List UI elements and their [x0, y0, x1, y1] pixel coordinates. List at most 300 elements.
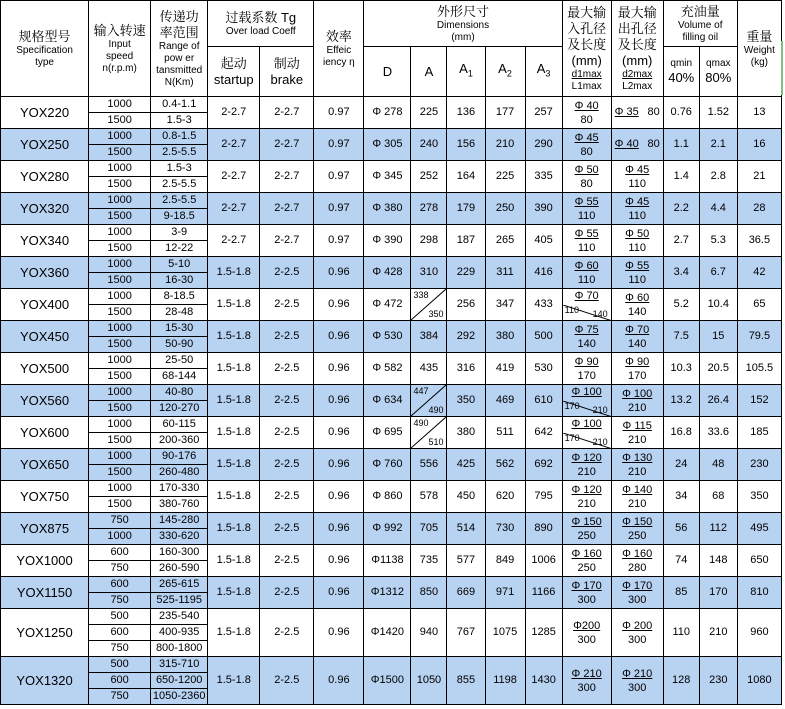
efficiency-cell: 0.96 [314, 449, 364, 481]
dim-A3-cell: 433 [525, 289, 562, 321]
qmin-cell: 1.1 [663, 129, 699, 161]
dim-A3-cell: 1285 [525, 609, 562, 657]
speed-cell: 1500 [89, 177, 151, 193]
power-cell: 800-1800 [151, 641, 208, 657]
speed-cell: 600 [89, 625, 151, 641]
dim-A-cell: 310 [411, 257, 447, 289]
header-qmax: qmax 80% [699, 47, 737, 97]
startup-cell: 1.5-1.8 [208, 289, 260, 321]
dim-A3-cell: 290 [525, 129, 562, 161]
input-bore-cell [562, 97, 611, 129]
dim-A3-cell: 1430 [525, 657, 562, 705]
power-cell: 400-935 [151, 625, 208, 641]
input-bore-diameter: Φ 45 [574, 131, 599, 144]
weight-cell: 28 [737, 193, 781, 225]
qmax-cell: 170 [699, 577, 737, 609]
output-bore-diameter: Φ 40 [614, 138, 639, 150]
dim-D-cell: Φ 428 [364, 257, 411, 289]
output-bore-cell [611, 609, 663, 657]
qmin-cell: 85 [663, 577, 699, 609]
brake-cell: 2-2.7 [260, 97, 314, 129]
model-cell: YOX280 [1, 161, 89, 193]
dim-D-cell: Φ 530 [364, 321, 411, 353]
model-cell: YOX560 [1, 385, 89, 417]
output-bore-length: 140 [628, 337, 647, 350]
qmax-cell: 20.5 [699, 353, 737, 385]
speed-cell: 1000 [89, 225, 151, 241]
input-bore-length: 80 [580, 145, 593, 158]
power-cell: 0.8-1.5 [151, 129, 208, 145]
speed-cell: 1000 [89, 385, 151, 401]
input-bore-diameter: Φ 70 [574, 290, 599, 302]
dim-A2-cell: 1198 [485, 657, 525, 705]
table-row [1, 417, 782, 433]
speed-cell: 1500 [89, 433, 151, 449]
dim-A2-cell: 210 [485, 129, 525, 161]
output-bore-diameter: Φ 55 [625, 259, 650, 272]
input-bore-cell [562, 193, 611, 225]
dim-A-cell: 225 [411, 97, 447, 129]
efficiency-cell: 0.96 [314, 577, 364, 609]
input-bore-length-a: 110 [564, 305, 579, 315]
dim-A2-cell: 250 [485, 193, 525, 225]
qmin-cell: 74 [663, 545, 699, 577]
header-dim-A3: $A_3$ [525, 47, 562, 97]
dim-A3-cell: 257 [525, 97, 562, 129]
dim-A3-cell: 335 [525, 161, 562, 193]
input-bore-length: 170 [577, 369, 596, 382]
startup-cell: 1.5-1.8 [208, 545, 260, 577]
input-bore-cell [562, 129, 611, 161]
dim-A3-cell: 500 [525, 321, 562, 353]
qmax-cell: 112 [699, 513, 737, 545]
input-bore-length: 80 [580, 113, 593, 126]
dim-A2-cell: 469 [485, 385, 525, 417]
header-dim-D: D [364, 47, 411, 97]
output-bore-cell [611, 513, 663, 545]
dim-A-cell: 850 [411, 577, 447, 609]
power-cell: 2.5-5.5 [151, 145, 208, 161]
dim-A2-cell: 380 [485, 321, 525, 353]
dim-A3-cell: 390 [525, 193, 562, 225]
brake-cell: 2-2.5 [260, 609, 314, 657]
startup-cell: 1.5-1.8 [208, 353, 260, 385]
qmax-cell: 6.7 [699, 257, 737, 289]
speed-cell: 500 [89, 609, 151, 625]
dim-A2-cell: 177 [485, 97, 525, 129]
dim-D-cell: Φ 760 [364, 449, 411, 481]
power-cell: 3-9 [151, 225, 208, 241]
startup-cell: 2-2.7 [208, 193, 260, 225]
model-cell: YOX360 [1, 257, 89, 289]
speed-cell: 1000 [89, 417, 151, 433]
output-bore-length: 110 [628, 177, 646, 190]
output-bore-diameter: Φ 90 [625, 355, 650, 368]
qmin-cell: 128 [663, 657, 699, 705]
efficiency-cell: 0.97 [314, 193, 364, 225]
speed-cell: 1500 [89, 273, 151, 289]
dim-A1-cell: 187 [447, 225, 485, 257]
power-cell: 90-176 [151, 449, 208, 465]
output-bore-cell [611, 449, 663, 481]
power-cell: 68-144 [151, 369, 208, 385]
efficiency-cell: 0.97 [314, 161, 364, 193]
dim-D-cell: Φ1312 [364, 577, 411, 609]
output-bore-length: 210 [628, 401, 647, 414]
startup-cell: 1.5-1.8 [208, 609, 260, 657]
power-cell: 260-480 [151, 465, 208, 481]
output-bore-cell [611, 577, 663, 609]
dim-A1-cell: 292 [447, 321, 485, 353]
dim-D-cell: Φ 992 [364, 513, 411, 545]
startup-cell: 2-2.7 [208, 129, 260, 161]
input-bore-cell [562, 225, 611, 257]
output-bore-cell [611, 385, 663, 417]
dim-A1-cell: 350 [447, 385, 485, 417]
dim-A2-cell: 311 [485, 257, 525, 289]
output-bore-cell [611, 321, 663, 353]
table-row [1, 609, 782, 625]
output-bore-cell [611, 289, 663, 321]
dim-A1-cell: 425 [447, 449, 485, 481]
weight-cell: 1080 [737, 657, 781, 705]
output-bore-cell [611, 193, 663, 225]
dim-D-cell: Φ 695 [364, 417, 411, 449]
qmax-cell: 1.52 [699, 97, 737, 129]
power-cell: 16-30 [151, 273, 208, 289]
input-bore-diameter: Φ 170 [571, 579, 602, 592]
speed-cell: 750 [89, 513, 151, 529]
weight-cell: 350 [737, 481, 781, 513]
dim-A1-cell: 136 [447, 97, 485, 129]
output-bore-length: 80 [647, 138, 660, 150]
output-bore-length: 80 [647, 106, 660, 118]
dim-A3-cell: 890 [525, 513, 562, 545]
speed-cell: 1500 [89, 497, 151, 513]
model-cell: YOX1250 [1, 609, 89, 657]
dim-A3-cell: 530 [525, 353, 562, 385]
table-row [1, 161, 782, 177]
power-cell: 315-710 [151, 657, 208, 673]
power-cell: 5-10 [151, 257, 208, 273]
speed-cell: 1000 [89, 449, 151, 465]
input-bore-cell [562, 161, 611, 193]
speed-cell: 1500 [89, 113, 151, 129]
dim-A2-cell: 511 [485, 417, 525, 449]
power-cell: 650-1200 [151, 673, 208, 689]
input-bore-diameter: Φ 50 [574, 163, 599, 176]
output-bore-diameter: Φ 35 [614, 106, 639, 118]
dim-D-cell: Φ 305 [364, 129, 411, 161]
qmin-cell: 10.3 [663, 353, 699, 385]
weight-cell: 79.5 [737, 321, 781, 353]
output-bore-length: 210 [628, 465, 647, 478]
dim-A-cell: 252 [411, 161, 447, 193]
table-row [1, 657, 782, 673]
dim-A2-cell: 971 [485, 577, 525, 609]
brake-cell: 2-2.7 [260, 193, 314, 225]
brake-cell: 2-2.5 [260, 657, 314, 705]
table-row [1, 353, 782, 369]
qmax-cell: 26.4 [699, 385, 737, 417]
input-bore-length: 250 [577, 529, 596, 542]
input-bore-length: 80 [580, 177, 593, 190]
power-cell: 265-615 [151, 577, 208, 593]
output-bore-length: 210 [628, 497, 647, 510]
speed-cell: 1000 [89, 161, 151, 177]
brake-cell: 2-2.5 [260, 353, 314, 385]
speed-cell: 1500 [89, 337, 151, 353]
brake-cell: 2-2.5 [260, 481, 314, 513]
efficiency-cell: 0.96 [314, 545, 364, 577]
dim-A-cell: 240 [411, 129, 447, 161]
dim-A-cell: 578 [411, 481, 447, 513]
table-row [1, 321, 782, 337]
table-row [1, 193, 782, 209]
power-cell: 1.5-3 [151, 161, 208, 177]
power-cell: 160-300 [151, 545, 208, 561]
qmin-cell: 24 [663, 449, 699, 481]
efficiency-cell: 0.96 [314, 417, 364, 449]
table-row [1, 481, 782, 497]
startup-cell: 1.5-1.8 [208, 385, 260, 417]
brake-cell: 2-2.7 [260, 161, 314, 193]
input-bore-length: 210 [577, 465, 596, 478]
startup-cell: 1.5-1.8 [208, 321, 260, 353]
speed-cell: 1000 [89, 321, 151, 337]
input-bore-diameter: Φ 100 [571, 418, 602, 430]
weight-cell: 230 [737, 449, 781, 481]
brake-cell: 2-2.5 [260, 385, 314, 417]
input-bore-length: 210 [577, 497, 596, 510]
weight-cell: 21 [737, 161, 781, 193]
efficiency-cell: 0.96 [314, 657, 364, 705]
startup-cell: 1.5-1.8 [208, 481, 260, 513]
output-bore-length: 110 [628, 273, 646, 286]
qmax-cell: 33.6 [699, 417, 737, 449]
power-cell: 28-48 [151, 305, 208, 321]
output-bore-length: 280 [628, 561, 647, 574]
output-bore-diameter: Φ 100 [622, 387, 653, 400]
dim-A-cell: 705 [411, 513, 447, 545]
dim-A-cell: 1050 [411, 657, 447, 705]
table-row [1, 385, 782, 401]
output-bore-diameter: Φ 140 [622, 483, 653, 496]
input-bore-cell [562, 513, 611, 545]
output-bore-length: 140 [628, 305, 647, 318]
input-bore-cell [562, 417, 611, 449]
speed-cell: 1500 [89, 305, 151, 321]
dim-A-cell: 435 [411, 353, 447, 385]
power-cell: 60-115 [151, 417, 208, 433]
output-bore-diameter: Φ 160 [622, 547, 653, 560]
header-dim-A2: $A_2$ [485, 47, 525, 97]
header-input-speed: 输入转速 Input speed n(r.p.m) [89, 1, 151, 97]
efficiency-cell: 0.96 [314, 513, 364, 545]
speed-cell: 1500 [89, 241, 151, 257]
efficiency-cell: 0.97 [314, 97, 364, 129]
qmax-cell: 210 [699, 609, 737, 657]
efficiency-cell: 0.97 [314, 129, 364, 161]
output-bore-diameter: Φ 60 [625, 291, 650, 304]
brake-cell: 2-2.5 [260, 545, 314, 577]
startup-cell: 1.5-1.8 [208, 577, 260, 609]
model-cell: YOX220 [1, 97, 89, 129]
power-cell: 40-80 [151, 385, 208, 401]
input-bore-cell [562, 321, 611, 353]
dim-A-cell: 940 [411, 609, 447, 657]
dim-A1-cell: 855 [447, 657, 485, 705]
dim-A-cell: 278 [411, 193, 447, 225]
speed-cell: 750 [89, 593, 151, 609]
qmin-cell: 5.2 [663, 289, 699, 321]
dim-A2-cell: 265 [485, 225, 525, 257]
model-cell: YOX400 [1, 289, 89, 321]
dim-A-cell [411, 417, 447, 449]
output-bore-cell [611, 481, 663, 513]
header-startup: 起动 startup [208, 47, 260, 97]
dim-A-cell-lower: 510 [428, 437, 444, 447]
power-cell: 2.5-5.5 [151, 193, 208, 209]
power-cell: 0.4-1.1 [151, 97, 208, 113]
model-cell: YOX340 [1, 225, 89, 257]
output-bore-length: 300 [628, 633, 647, 646]
qmin-cell: 0.76 [663, 97, 699, 129]
brake-cell: 2-2.5 [260, 513, 314, 545]
speed-cell: 1000 [89, 353, 151, 369]
power-cell: 170-330 [151, 481, 208, 497]
brake-cell: 2-2.5 [260, 449, 314, 481]
output-bore-cell [611, 257, 663, 289]
qmax-cell: 4.4 [699, 193, 737, 225]
qmax-cell: 10.4 [699, 289, 737, 321]
dim-A1-cell: 514 [447, 513, 485, 545]
output-bore-length: 110 [628, 241, 646, 254]
model-cell: YOX450 [1, 321, 89, 353]
table-row [1, 129, 782, 145]
speed-cell: 1500 [89, 145, 151, 161]
header-brake: 制动 brake [260, 47, 314, 97]
model-cell: YOX600 [1, 417, 89, 449]
table-row [1, 257, 782, 273]
dim-A1-cell: 156 [447, 129, 485, 161]
input-bore-length: 110 [577, 273, 596, 286]
dim-D-cell: Φ 582 [364, 353, 411, 385]
output-bore-diameter: Φ 45 [625, 163, 650, 176]
output-bore-cell [611, 353, 663, 385]
input-bore-diameter: Φ 210 [571, 667, 602, 680]
input-bore-cell [562, 385, 611, 417]
input-bore-diameter: Φ 55 [574, 195, 599, 208]
dim-A-cell [411, 289, 447, 321]
header-overload-coeff: 过载系数 Tg Over load Coeff [208, 1, 314, 47]
dim-A2-cell: 562 [485, 449, 525, 481]
weight-cell: 810 [737, 577, 781, 609]
model-cell: YOX875 [1, 513, 89, 545]
dim-D-cell: Φ 472 [364, 289, 411, 321]
input-bore-length: 300 [577, 633, 596, 646]
model-cell: YOX1320 [1, 657, 89, 705]
dim-A-cell: 556 [411, 449, 447, 481]
power-cell: 260-590 [151, 561, 208, 577]
dim-A2-cell: 419 [485, 353, 525, 385]
efficiency-cell: 0.96 [314, 385, 364, 417]
input-bore-diameter: Φ 60 [574, 259, 599, 272]
qmin-cell: 2.2 [663, 193, 699, 225]
input-bore-diameter: Φ 55 [574, 227, 599, 240]
input-bore-length-a: 170 [564, 433, 580, 443]
power-cell: 12-22 [151, 241, 208, 257]
startup-cell: 1.5-1.8 [208, 513, 260, 545]
input-bore-length-b: 210 [592, 405, 608, 415]
model-cell: YOX500 [1, 353, 89, 385]
weight-cell: 960 [737, 609, 781, 657]
output-bore-diameter: Φ 200 [622, 619, 653, 632]
startup-cell: 1.5-1.8 [208, 449, 260, 481]
model-cell: YOX750 [1, 481, 89, 513]
dim-D-cell: Φ 390 [364, 225, 411, 257]
weight-cell: 185 [737, 417, 781, 449]
power-cell: 2.5-5.5 [151, 177, 208, 193]
dim-A1-cell: 229 [447, 257, 485, 289]
output-bore-cell [611, 417, 663, 449]
output-bore-length: 250 [628, 529, 647, 542]
output-bore-diameter: Φ 150 [622, 515, 653, 528]
cell-selection-edge [781, 41, 783, 95]
power-cell: 525-1195 [151, 593, 208, 609]
qmin-cell: 2.7 [663, 225, 699, 257]
table-row [1, 289, 782, 305]
efficiency-cell: 0.97 [314, 225, 364, 257]
dim-A1-cell: 179 [447, 193, 485, 225]
startup-cell: 1.5-1.8 [208, 657, 260, 705]
speed-cell: 1000 [89, 481, 151, 497]
qmax-cell: 48 [699, 449, 737, 481]
input-bore-length: 110 [577, 241, 596, 254]
input-bore-diameter: Φ 160 [571, 547, 602, 560]
power-cell: 8-18.5 [151, 289, 208, 305]
dim-A3-cell: 642 [525, 417, 562, 449]
dim-A1-cell: 669 [447, 577, 485, 609]
input-bore-length: 250 [577, 561, 596, 574]
dim-A-cell-lower: 350 [428, 309, 444, 319]
input-bore-length: 300 [577, 593, 596, 606]
speed-cell: 750 [89, 689, 151, 705]
speed-cell: 1000 [89, 257, 151, 273]
power-cell: 1.5-3 [151, 113, 208, 129]
qmin-cell: 16.8 [663, 417, 699, 449]
input-bore-cell [562, 609, 611, 657]
dim-A-cell-upper: 490 [413, 418, 429, 428]
output-bore-cell [611, 129, 663, 161]
model-cell: YOX1150 [1, 577, 89, 609]
dim-A1-cell: 577 [447, 545, 485, 577]
power-cell: 330-620 [151, 529, 208, 545]
dim-A3-cell: 1166 [525, 577, 562, 609]
header-dim-A1: $A_1$ [447, 47, 485, 97]
dim-D-cell: Φ 860 [364, 481, 411, 513]
efficiency-cell: 0.96 [314, 257, 364, 289]
speed-cell: 1500 [89, 369, 151, 385]
dim-A3-cell: 1006 [525, 545, 562, 577]
weight-cell: 105.5 [737, 353, 781, 385]
input-bore-cell [562, 289, 611, 321]
input-bore-cell [562, 257, 611, 289]
header-weight: 重量 Weight (kg) [737, 1, 781, 97]
weight-cell: 65 [737, 289, 781, 321]
output-bore-length: 300 [628, 593, 647, 606]
weight-cell: 36.5 [737, 225, 781, 257]
